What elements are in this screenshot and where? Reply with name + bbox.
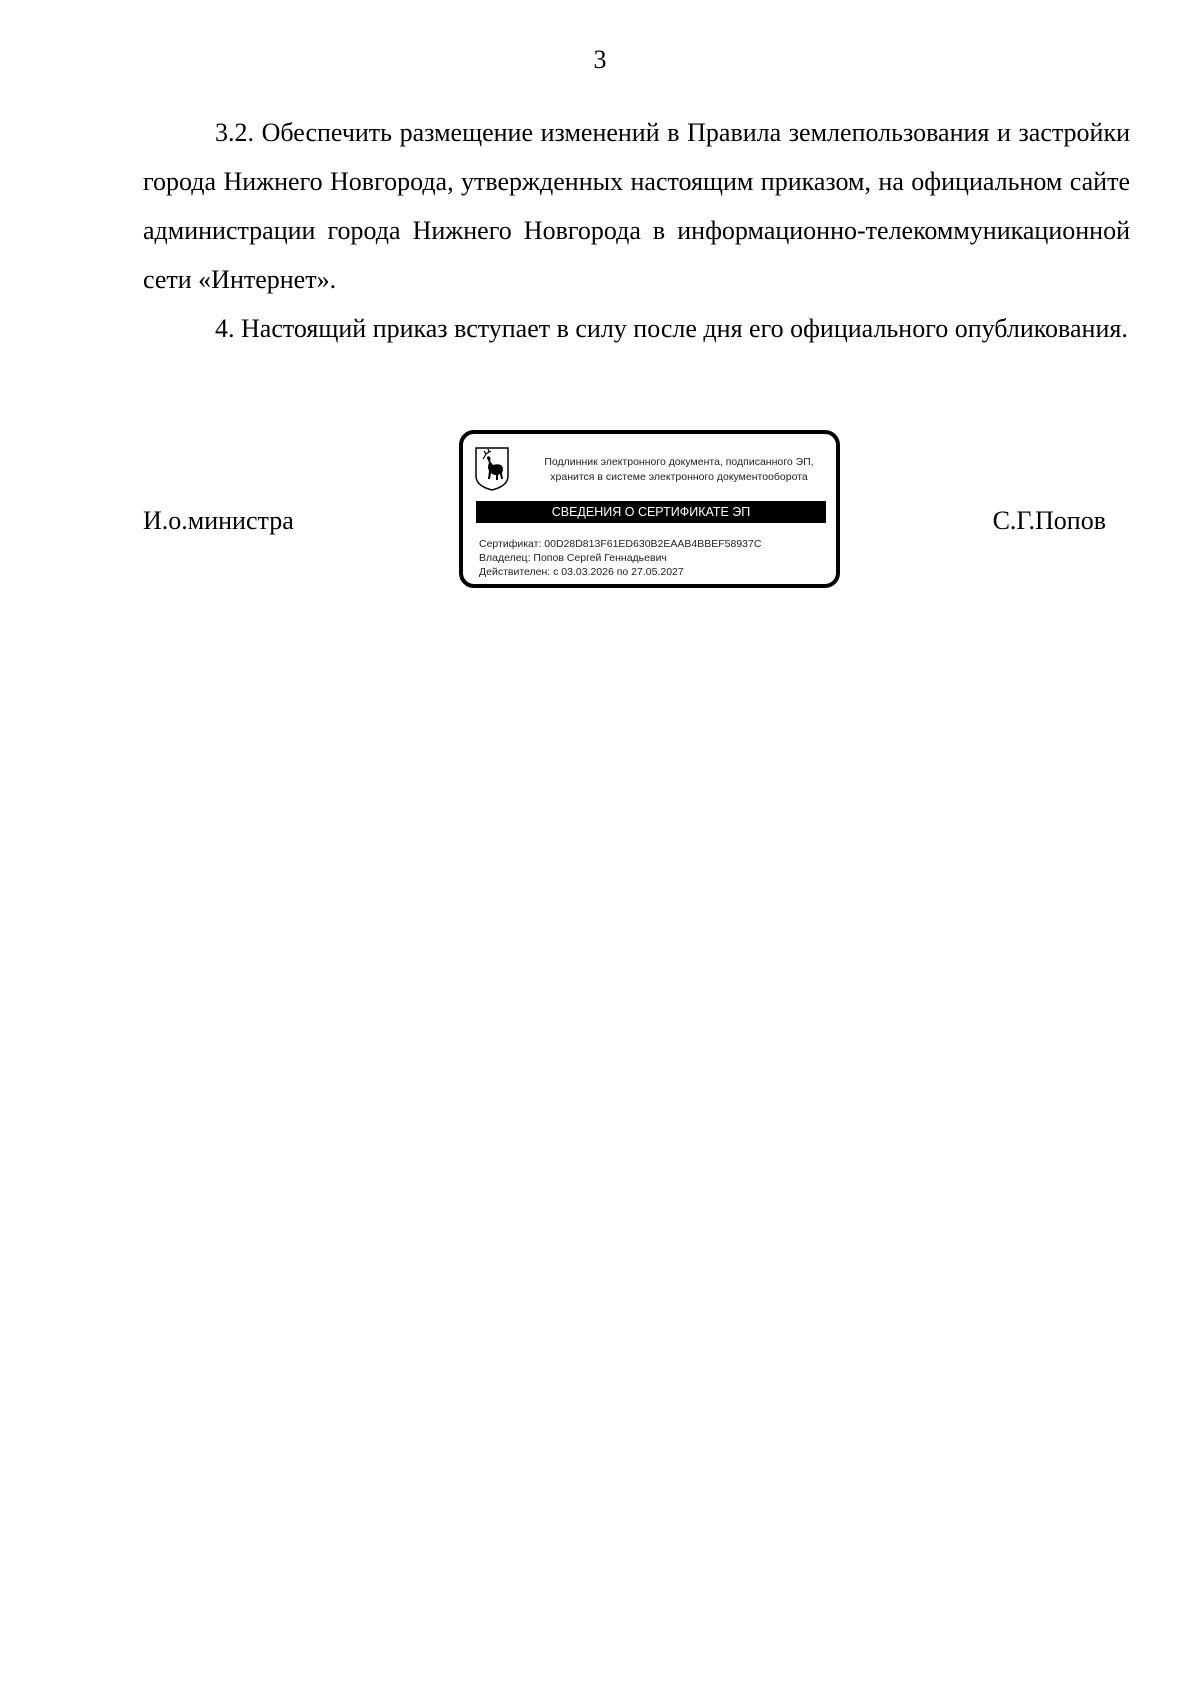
stamp-note: [529, 455, 829, 485]
certificate-number: Сертификат: 00D28D813F61ED630B2EAAB4BBEF58937C: [479, 538, 762, 550]
paragraph-3-2: 3.2. Обеспечить размещение изменений в Правила землепользования и застройки города Нижнего Новгорода, утвержденных настоящим приказом, на официальном сайте администрации города Нижнего Новгорода в информационно-телекоммуникационной сети «Интернет».: [143, 118, 1130, 294]
stamp-note-line-2: хранится в системе электронного документооборота: [550, 471, 808, 483]
signer-name: С.Г.Попов: [992, 506, 1106, 535]
page-number: 3: [593, 45, 607, 74]
certificate-validity: Действителен: с 03.03.2026 по 27.05.2027: [479, 566, 684, 578]
paragraph-4: 4. Настоящий приказ вступает в силу после дня его официального опубликования.: [215, 314, 1128, 343]
certificate-details: [479, 537, 761, 579]
stamp-note-line-1: Подлинник электронного документа, подписанного ЭП,: [544, 456, 814, 468]
document-body: [143, 108, 1130, 353]
stamp-header: СВЕДЕНИЯ О СЕРТИФИКАТЕ ЭП: [476, 501, 826, 523]
certificate-owner: Владелец: Попов Сергей Геннадьевич: [479, 552, 667, 564]
signer-position: И.о.министра: [143, 506, 294, 535]
deer-emblem-icon: [474, 446, 510, 491]
electronic-signature-stamp: [459, 430, 840, 588]
